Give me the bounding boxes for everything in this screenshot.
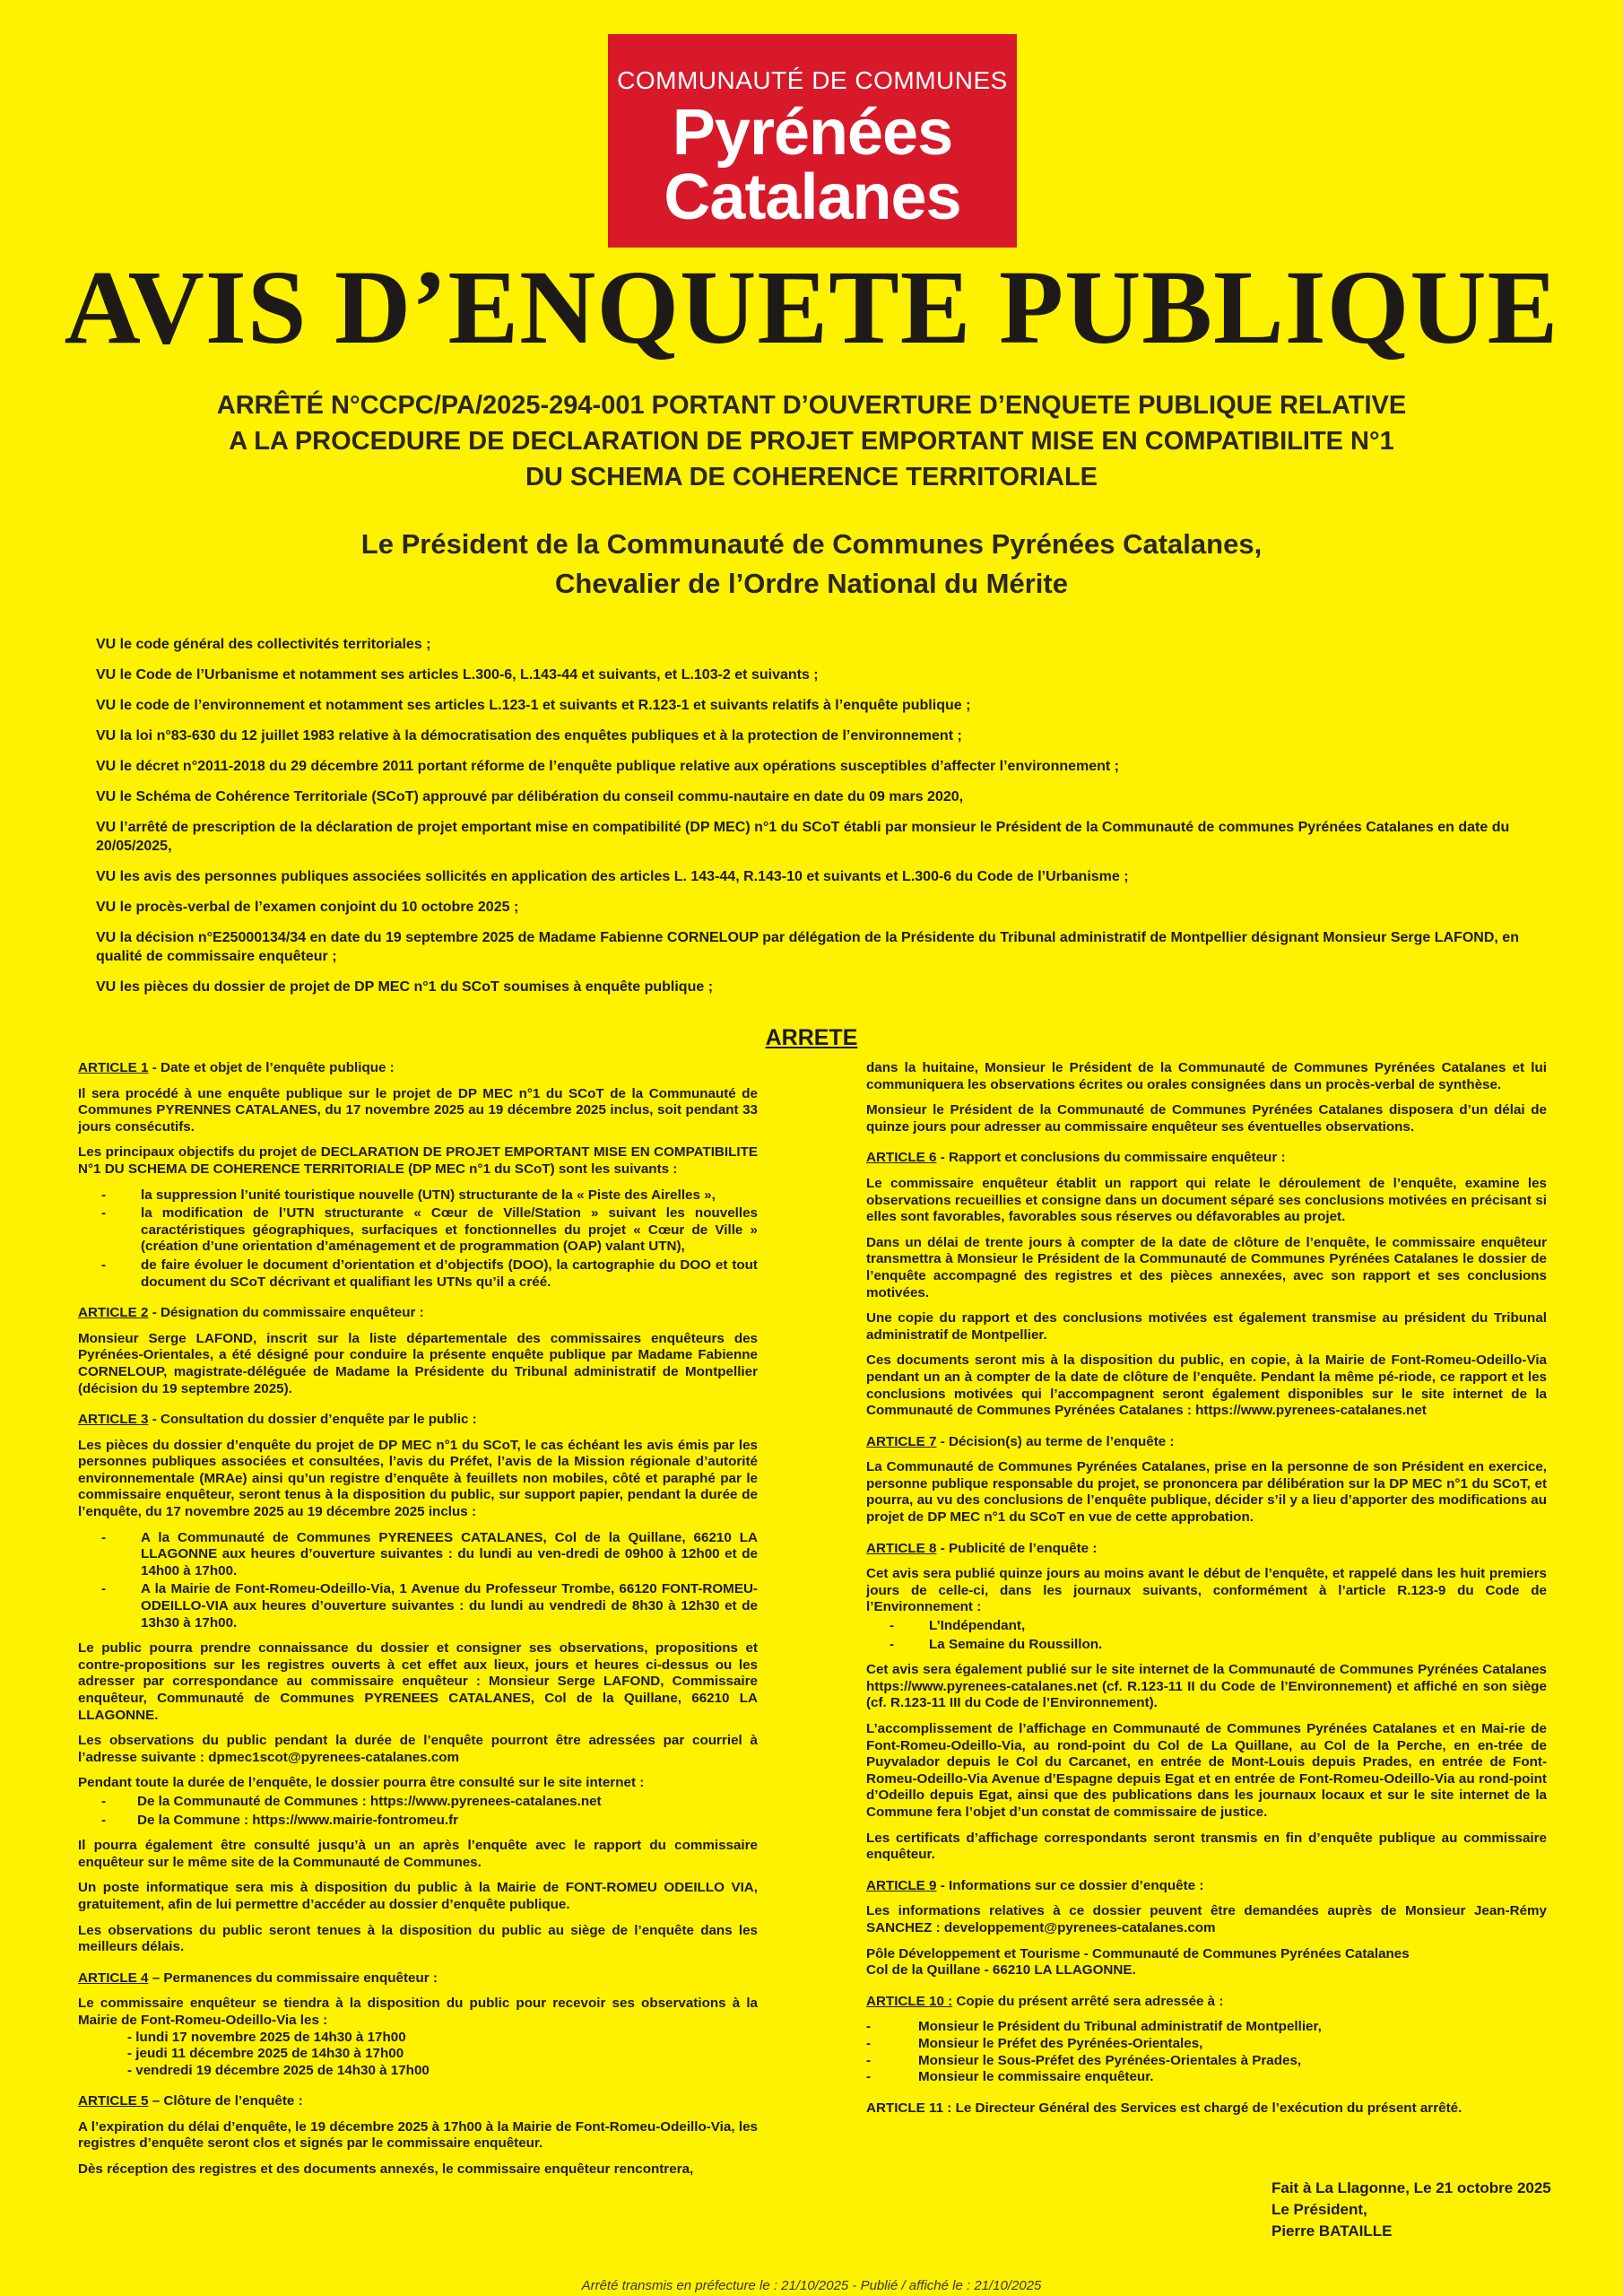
- vu-item: VU la loi n°83-630 du 12 juillet 1983 relative à la démocratisation des enquêtes publiques et à la protection de l’environnement ;: [96, 728, 962, 744]
- article-number: ARTICLE 5: [78, 2093, 149, 2109]
- article-5-continued: [866, 1060, 1547, 1135]
- vu-item: VU le décret n°2011-2018 du 29 décembre 2011 portant réforme de l’enquête publique relative aux opérations susceptibles d’affecter l’environnement ;: [96, 759, 1120, 774]
- article-11: [866, 2100, 1547, 2118]
- article-title: [866, 1434, 1547, 1451]
- arrete-label: ARRETE: [765, 1025, 858, 1050]
- article-paragraph: Il sera procédé à une enquête publique sur le projet de DP MEC n°1 du SCoT de la Communauté de Communes PYRENNES CATALANES, du 17 novembre 2025 au 19 décembre 2025 inclus, soit pendant 33 jours consécutifs.: [78, 1085, 758, 1135]
- article-title: [78, 2093, 758, 2110]
- article-title: [78, 1970, 758, 1987]
- vu-list: [96, 635, 1535, 1008]
- article-8: [866, 1541, 1547, 1864]
- article-paragraph: Monsieur le Président de la Communauté de Communes Pyrénées Catalanes disposera d’un délai de quinze jours pour adresser au commissaire enquêteur ses éventuelles observations.: [866, 1102, 1547, 1135]
- article-paragraph: Les principaux objectifs du projet de DECLARATION DE PROJET EMPORTANT MISE EN COMPATIBILITE N°1 DU SCHEMA DE COHERENCE TERRITORIALE (DP MEC n°1 du SCoT) sont les suivants :: [78, 1144, 758, 1177]
- article-paragraph: Une copie du rapport et des conclusions motivées est également transmise au président du Tribunal administratif de Montpellier.: [866, 1310, 1547, 1343]
- websites-list: [78, 1794, 758, 1829]
- article-paragraph: Monsieur Serge LAFOND, inscrit sur la liste départementale des commissaires enquêteurs des Pyrénées-Orientales, a été désigné pour conduire la présente enquête publique par Madame Fabienne CORNELOUP, magistrate-déléguée de Madame la Présidente du Tribunal administratif de Montpellier (décision du 19 septembre 2025).: [78, 1330, 758, 1396]
- article-heading: - Désignation du commissaire enquêteur :: [148, 1305, 424, 1321]
- arrete-heading-line: A LA PROCEDURE DE DECLARATION DE PROJET EMPORTANT MISE EN COMPATIBILITE N°1: [229, 427, 1394, 456]
- list-item: - L’Indépendant,: [882, 1618, 1547, 1635]
- arrete-heading-line: DU SCHEMA DE COHERENCE TERRITORIALE: [525, 463, 1098, 491]
- article-title: [866, 1150, 1547, 1167]
- article-number: ARTICLE 7: [866, 1433, 937, 1449]
- copies-list: [866, 2019, 1547, 2085]
- signature-title: Le Président,: [1271, 2201, 1367, 2218]
- article-title: [78, 1412, 758, 1429]
- list-item: - De la Communauté de Communes : https://www.pyrenees-catalanes.net: [94, 1794, 758, 1811]
- article-title: [866, 1878, 1547, 1895]
- permanences-list: [78, 2030, 758, 2080]
- article-heading: - Publicité de l’enquête :: [936, 1540, 1098, 1556]
- logo-line-1: Pyrénées: [672, 97, 953, 169]
- article-1: [78, 1060, 758, 1291]
- article-7: [866, 1434, 1547, 1526]
- article-5: [78, 2093, 758, 2178]
- footer-note: Arrêté transmis en préfecture le : 21/10/2025 - Publié / affiché le : 21/10/2025: [581, 2278, 1042, 2293]
- article-paragraph: Cet avis sera également publié sur le site internet de la Communauté de Communes Pyrénées Catalanes https://www.pyrenees-catalanes.net (cf. R.123-11 II du Code de l’Environnement) et affiché en son siège (cf. R.123-11 III du Code de l’Environnement).: [866, 1662, 1547, 1711]
- article-paragraph: Le commissaire enquêteur se tiendra à la disposition du public pour recevoir ses observations à la Mairie de Font-Romeu-Odeillo-Via les :: [78, 1996, 758, 2028]
- list-item: - Monsieur le commissaire enquêteur.: [866, 2069, 1547, 2086]
- list-item: - Monsieur le Président du Tribunal administratif de Montpellier,: [866, 2019, 1547, 2036]
- article-number: ARTICLE 6: [866, 1150, 937, 1166]
- right-column: [866, 1060, 1547, 2131]
- list-item: - La Semaine du Roussillon.: [882, 1637, 1547, 1654]
- vu-item: VU le Code de l’Urbanisme et notamment ses articles L.300-6, L.143-44 et suivants, et L.103-2 et suivants ;: [96, 667, 819, 683]
- president-line: Le Président de la Communauté de Communes Pyrénées Catalanes,: [360, 528, 1263, 560]
- article-paragraph: Il pourra également être consulté jusqu’à un an après l’enquête avec le rapport du commissaire enquêteur sur le même site de la Communauté de Communes.: [78, 1838, 758, 1870]
- article-title: [866, 1994, 1547, 2011]
- list-item: - jeudi 11 décembre 2025 de 14h30 à 17h00: [127, 2046, 404, 2062]
- article-heading: – Permanences du commissaire enquêteur :: [148, 1970, 438, 1986]
- objectives-list: [78, 1187, 758, 1292]
- list-item: - la modification de l’UTN structurante « Cœur de Ville/Station » suivant les nouvelles caractéristiques géographiques, surfaciques et fonctionnelles du projet « Cœur de Ville » (création d’une orientation d’aménagement et de programmation (OAP) valant UTN),: [94, 1205, 758, 1256]
- article-heading: - Décision(s) au terme de l’enquête :: [936, 1433, 1175, 1449]
- list-item: - vendredi 19 décembre 2025 de 14h30 à 17h00: [127, 2062, 430, 2078]
- article-paragraph: Ces documents seront mis à la disposition du public, en copie, à la Mairie de Font-Romeu-Odeillo-Via pendant un an à compter de la date de clôture de l’enquête. Pendant la même pé-riode, ce rapport et les conclusions motivées qui l’accompagnent seront également disponibles sur le site internet de la Communauté de Communes Pyrénées Catalanes : https://www.pyrenees-catalanes.net: [866, 1352, 1547, 1419]
- article-heading: - Informations sur ce dossier d’enquête :: [936, 1877, 1204, 1893]
- list-item: - A la Communauté de Communes PYRENEES CATALANES, Col de la Quillane, 66210 LA LLAGONNE aux heures d’ouverture suivantes : du lundi au ven-dredi de 09h00 à 12h00 et de 14h00 à 17h00.: [94, 1530, 758, 1580]
- article-number: ARTICLE 4: [78, 1970, 149, 1986]
- article-number: ARTICLE 2: [78, 1305, 149, 1321]
- article-paragraph: Cet avis sera publié quinze jours au moins avant le début de l’enquête, et rappelé dans les huit premiers jours de celle-ci, dans les journaux suivants, conformément à l’article R.123-9 du Code de l’Environnement :: [866, 1566, 1547, 1615]
- vu-item: VU les avis des personnes publiques associées sollicités en application des articles L. 143-44, R.143-10 et suivants et L.300-6 du Code de l’Urbanisme ;: [96, 869, 1129, 884]
- president-line: Chevalier de l’Ordre National du Mérite: [555, 568, 1068, 599]
- list-item: - lundi 17 novembre 2025 de 14h30 à 17h00: [127, 2029, 406, 2045]
- vu-item: VU le procès-verbal de l’examen conjoint du 10 octobre 2025 ;: [96, 900, 519, 915]
- journals-list: [866, 1618, 1547, 1653]
- vu-item: VU les pièces du dossier de projet de DP MEC n°1 du SCoT soumises à enquête publique ;: [96, 979, 714, 995]
- article-paragraph: Col de la Quillane - 66210 LA LLAGONNE.: [866, 1962, 1136, 1979]
- article-title: [78, 1305, 758, 1322]
- article-paragraph: Dans un délai de trente jours à compter de la date de clôture de l’enquête, le commissaire enquêteur transmettra à Monsieur le Président de la Communauté de Communes Pyrénées Catalanes le dossier de l’enquête accompagné des registres et des pièces annexées, avec son rapport et ses conclusions motivées.: [866, 1234, 1547, 1300]
- article-title: [78, 1060, 758, 1077]
- article-paragraph: Les informations relatives à ce dossier peuvent être demandées auprès de Monsieur Jean-Rémy SANCHEZ : developpement@pyrenees-catalanes.com: [866, 1903, 1547, 1935]
- article-paragraph: ARTICLE 11 : Le Directeur Général des Services est chargé de l’exécution du présent arrêté.: [866, 2100, 1462, 2116]
- article-9: [866, 1878, 1547, 1979]
- locations-list: [78, 1530, 758, 1632]
- article-2: [78, 1305, 758, 1397]
- list-item: - de faire évoluer le document d’orientation et d’objectifs (DOO), la cartographie du DOO et tout document du SCoT décrivant et qualifiant les UTNs qu’il a créé.: [94, 1257, 758, 1291]
- vu-item: VU la décision n°E25000134/34 en date du 19 septembre 2025 de Madame Fabienne CORNELOUP par délégation de la Présidente du Tribunal administratif de Montpellier désignant Monsieur Serge LAFOND, en qualité de commissaire enquêteur ;: [96, 930, 1519, 964]
- article-paragraph: L’accomplissement de l’affichage en Communauté de Communes Pyrénées Catalanes et en Mai-rie de Font-Romeu-Odeillo-Via, au rond-point du Col de La Quillane, au Col de la Perche, en en-trée de Puyvalador depuis le Col du Carcanet, en entrée de Mont-Louis depuis Prades, en entrée de Font-Romeu-Odeillo-Via Avenue d’Espagne depuis Egat et en entrée de Font-Romeu-Odeillo-Via au rond-point d’Odeillo depuis Egat, ainsi que des publications dans les journaux locaux et sur le site internet de la Commune fera l’objet d’un constat de commissaire de justice.: [866, 1721, 1547, 1820]
- article-paragraph: dans la huitaine, Monsieur le Président de la Communauté de Communes Pyrénées Catalanes et lui communiquera les observations écrites ou orales consignées dans un procès-verbal de synthèse.: [866, 1060, 1547, 1092]
- list-item: - De la Commune : https://www.mairie-fontromeu.fr: [94, 1813, 758, 1830]
- article-3: [78, 1412, 758, 1956]
- article-heading: Copie du présent arrêté sera adressée à :: [952, 1993, 1224, 2009]
- article-number: ARTICLE 8: [866, 1540, 937, 1556]
- left-column: [78, 1060, 758, 2193]
- article-heading: - Date et objet de l’enquête publique :: [148, 1060, 395, 1075]
- list-item: - la suppression l’unité touristique nouvelle (UTN) structurante de la « Piste des Airelles »,: [94, 1187, 758, 1205]
- article-paragraph: Un poste informatique sera mis à disposition du public à la Mairie de FONT-ROMEU ODEILLO VIA, gratuitement, afin de lui permettre d’accéder au dossier d’enquête publique.: [78, 1880, 758, 1912]
- signature-name: Pierre BATAILLE: [1271, 2222, 1393, 2239]
- list-item: - Monsieur le Préfet des Pyrénées-Orientales,: [866, 2036, 1547, 2053]
- article-heading: – Clôture de l’enquête :: [148, 2093, 303, 2109]
- article-paragraph: Pendant toute la durée de l’enquête, le dossier pourra être consulté sur le site internet :: [78, 1775, 645, 1791]
- vu-item: VU le Schéma de Cohérence Territoriale (SCoT) approuvé par délibération du conseil commu-nautaire en date du 09 mars 2020,: [96, 789, 964, 804]
- signature-place-date: Fait à La Llagonne, Le 21 octobre 2025: [1271, 2179, 1551, 2196]
- article-number: ARTICLE 3: [78, 1412, 149, 1428]
- article-number: ARTICLE 1: [78, 1060, 149, 1075]
- article-4: [78, 1970, 758, 2080]
- article-paragraph: Les pièces du dossier d’enquête du projet de DP MEC n°1 du SCoT, le cas échéant les avis émis par les personnes publiques associées et consultées, l’avis du Préfet, l’avis de la Mission régionale d’autorité environnementale (MRAe) ainsi qu’un registre d’enquête à feuillets non mobiles, côté et paraphé par le commissaire enquêteur, seront tenus à la disposition du public, sur support papier, pendant la durée de l’enquête, du 17 novembre 2025 au 19 décembre 2025 inclus :: [78, 1437, 758, 1520]
- article-6: [866, 1150, 1547, 1419]
- article-paragraph: Les certificats d’affichage correspondants seront transmis en fin d’enquête publique au commissaire enquêteur.: [866, 1830, 1547, 1863]
- vu-item: VU le code de l’environnement et notamment ses articles L.123-1 et suivants et R.123-1 et suivants relatifs à l’enquête publique ;: [96, 698, 971, 713]
- article-paragraph: Le public pourra prendre connaissance du dossier et consigner ses observations, propositions et contre-propositions sur les registres ouverts à cet effet aux lieux, jours et heures ci-dessus ou les adresser par correspondance au commissaire enquêteur : Monsieur Serge LAFOND, Commissaire enquêteur, Communauté de Communes PYRENEES CATALANES, Col de la Quillane, 66210 LA LLAGONNE.: [78, 1640, 758, 1723]
- article-number: ARTICLE 9: [866, 1877, 937, 1893]
- logo-pyrenees-catalanes: [608, 34, 1017, 248]
- vu-item: VU l’arrêté de prescription de la déclaration de projet emportant mise en compatibilité (DP MEC) n°1 du SCoT établi par monsieur le Président de la Communauté de communes Pyrénées Catalanes en date du 20/05/2025,: [96, 820, 1510, 854]
- article-paragraph: Pôle Développement et Tourisme - Communauté de Communes Pyrénées Catalanes: [866, 1945, 1410, 1961]
- list-item: - Monsieur le Sous-Préfet des Pyrénées-Orientales à Prades,: [866, 2053, 1547, 2070]
- article-heading: - Rapport et conclusions du commissaire enquêteur :: [936, 1150, 1286, 1166]
- article-heading: - Consultation du dossier d’enquête par le public :: [148, 1412, 477, 1428]
- article-paragraph: Les observations du public seront tenues à la disposition du public au siège de l’enquête dans les meilleurs délais.: [78, 1922, 758, 1955]
- article-paragraph: La Communauté de Communes Pyrénées Catalanes, prise en la personne de son Président en exercice, personne publique responsable du projet, se prononcera par délibération sur la DP MEC n°1 du SCoT, et pourra, au vu des conclusions de l’enquête publique, décider s’il y a lieu d’apporter des modifications au projet de DP MEC n°1 du SCoT en vue de cette approbation.: [866, 1459, 1547, 1526]
- arrete-heading: [0, 387, 1623, 495]
- article-number: ARTICLE 10 :: [866, 1993, 953, 2009]
- logo-top-text: COMMUNAUTÉ DE COMMUNES: [617, 66, 1008, 94]
- vu-item: VU le code général des collectivités territoriales ;: [96, 637, 431, 652]
- signature-block: [1271, 2178, 1551, 2242]
- logo-line-2: Catalanes: [664, 161, 961, 233]
- article-paragraph: Les observations du public pendant la durée de l’enquête pourront être adressées par courriel à l’adresse suivante : dpmec1scot@pyrenees-catalanes.com: [78, 1733, 758, 1765]
- article-paragraph: A l’expiration du délai d’enquête, le 19 décembre 2025 à 17h00 à la Mairie de Font-Romeu-Odeillo-Via, les registres d’enquête seront clos et signés par le commissaire enquêteur.: [78, 2118, 758, 2152]
- article-paragraph: Le commissaire enquêteur établit un rapport qui relate le déroulement de l’enquête, examine les observations recueillies et consigne dans un document séparé ses conclusions motivées en précisant si elles sont favorables, favorables sous réserves ou défavorables au projet.: [866, 1175, 1547, 1225]
- article-10: [866, 1994, 1547, 2086]
- president-heading: [0, 525, 1623, 604]
- article-title: [866, 1541, 1547, 1558]
- list-item: - A la Mairie de Font-Romeu-Odeillo-Via, 1 Avenue du Professeur Trombe, 66120 FONT-ROMEU-ODEILLO-VIA aux heures d’ouverture suivantes : du lundi au vendredi de 8h30 à 12h30 et de 13h30 à 17h00.: [94, 1581, 758, 1631]
- page-title: AVIS D’ENQUETE PUBLIQUE: [64, 248, 1559, 366]
- arrete-heading-line: ARRÊTÉ N°CCPC/PA/2025-294-001 PORTANT D’OUVERTURE D’ENQUETE PUBLIQUE RELATIVE: [216, 391, 1407, 420]
- article-paragraph: Dès réception des registres et des documents annexés, le commissaire enquêteur rencontrera,: [78, 2161, 694, 2178]
